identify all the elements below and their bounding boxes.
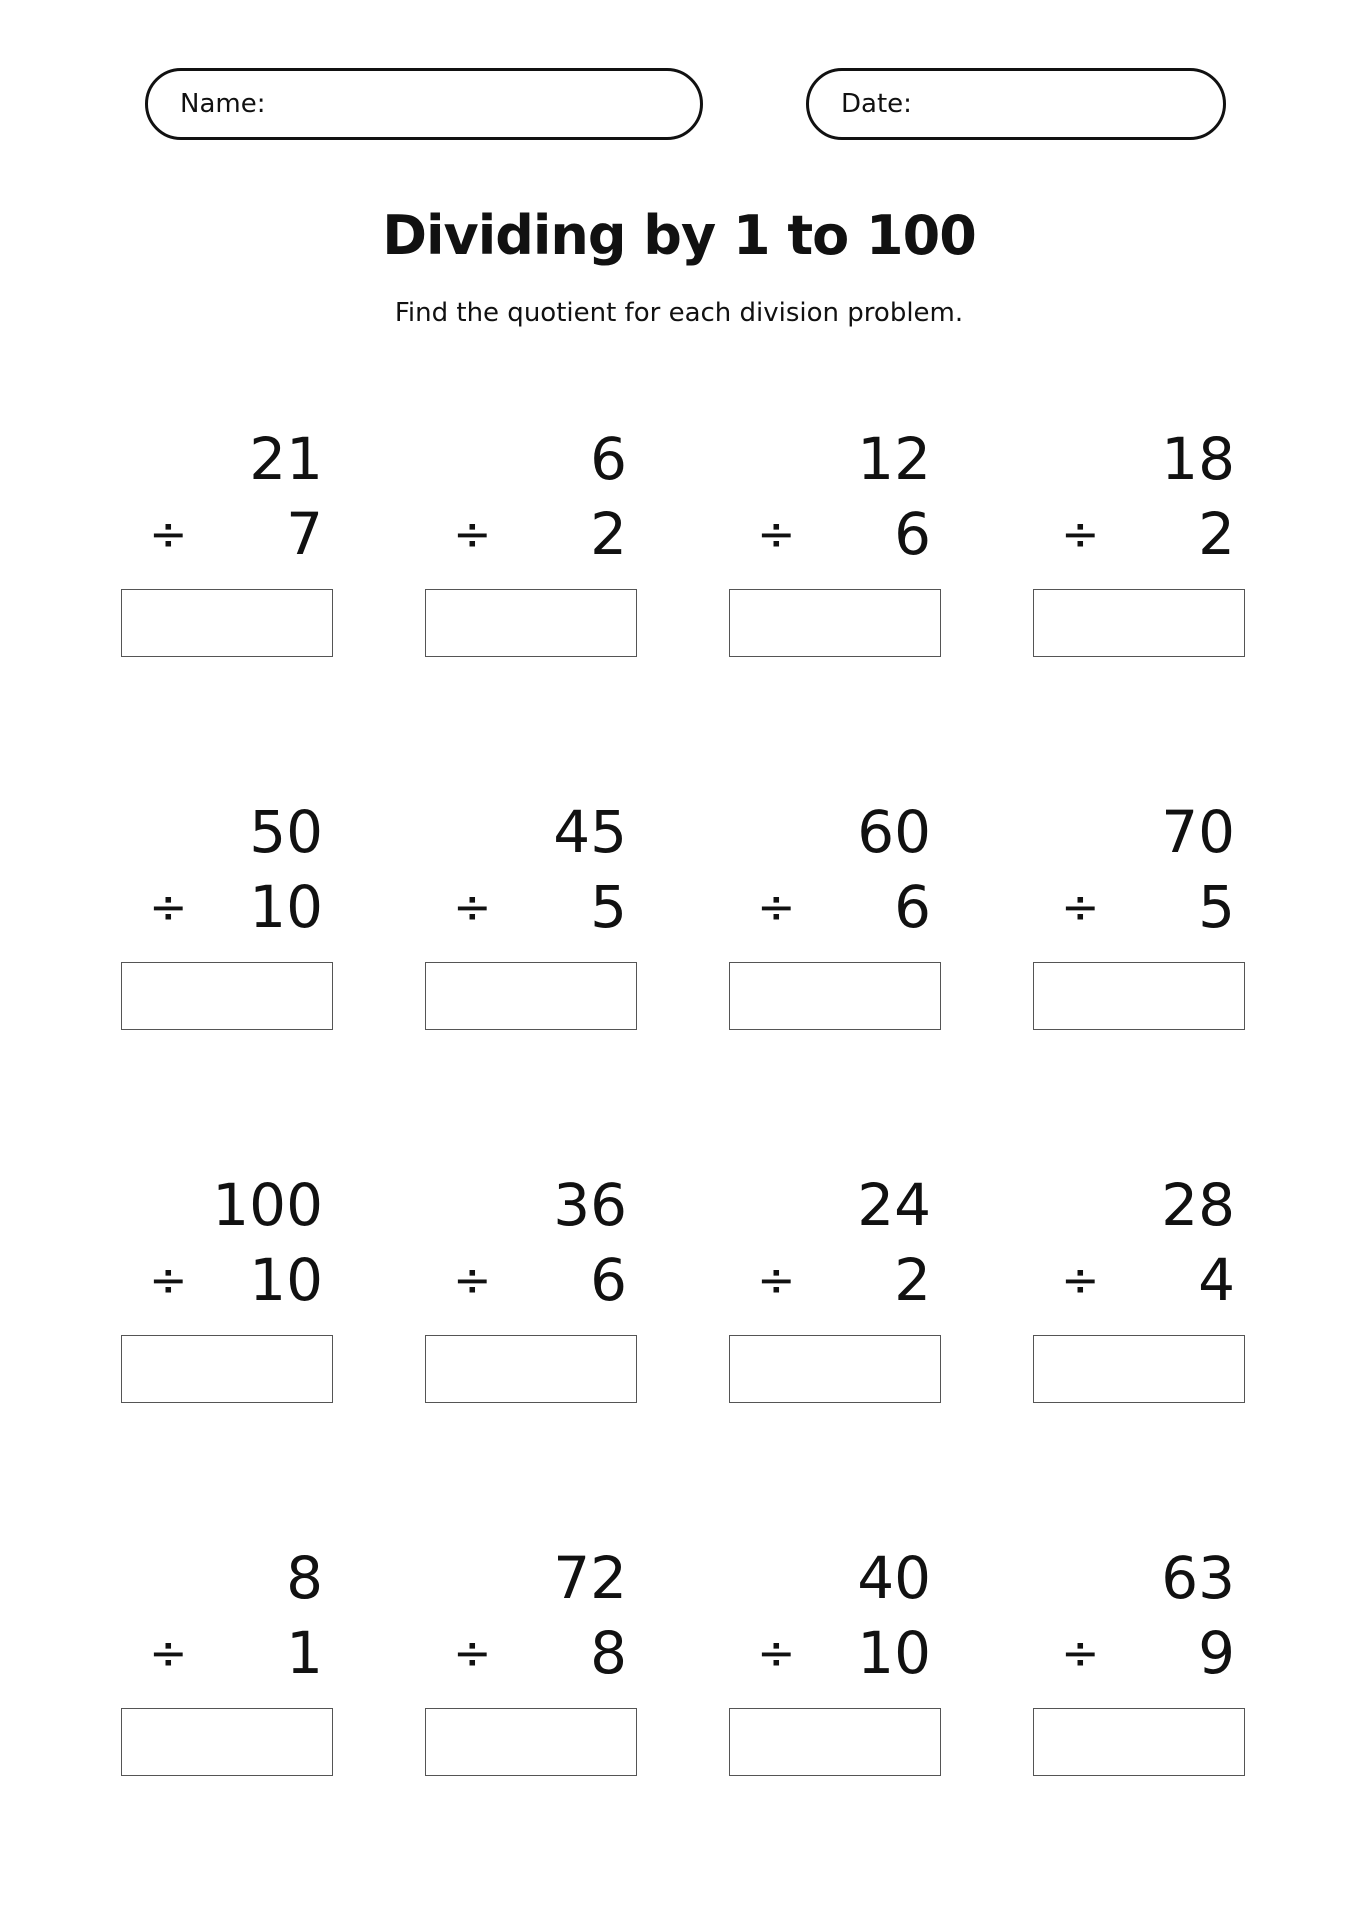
divisor: 10 xyxy=(857,1619,931,1687)
divisor: 4 xyxy=(1198,1246,1235,1314)
answer-box[interactable] xyxy=(425,1708,637,1776)
division-problem xyxy=(121,424,361,684)
date-label: Date: xyxy=(841,89,912,119)
dividend: 12 xyxy=(857,425,931,493)
division-sign-icon: ÷ xyxy=(149,1253,188,1307)
division-problem xyxy=(1033,1170,1273,1430)
answer-box[interactable] xyxy=(729,1708,941,1776)
name-label: Name: xyxy=(180,89,266,119)
answer-box[interactable] xyxy=(1033,1335,1245,1403)
division-problem xyxy=(729,424,969,684)
answer-box[interactable] xyxy=(121,1708,333,1776)
divisor: 2 xyxy=(894,1246,931,1314)
division-problem xyxy=(425,1543,665,1803)
dividend: 100 xyxy=(212,1171,323,1239)
division-sign-icon: ÷ xyxy=(757,507,796,561)
division-sign-icon: ÷ xyxy=(1061,1626,1100,1680)
answer-box[interactable] xyxy=(121,589,333,657)
dividend: 8 xyxy=(286,1544,323,1612)
divisor-row xyxy=(149,872,323,942)
division-problem xyxy=(121,1170,361,1430)
division-problem xyxy=(121,797,361,1057)
dividend: 60 xyxy=(857,798,931,866)
answer-box[interactable] xyxy=(1033,1708,1245,1776)
dividend: 21 xyxy=(249,425,323,493)
answer-box[interactable] xyxy=(729,1335,941,1403)
divisor: 6 xyxy=(894,500,931,568)
answer-box[interactable] xyxy=(729,589,941,657)
dividend: 63 xyxy=(1161,1544,1235,1612)
dividend: 24 xyxy=(857,1171,931,1239)
dividend: 45 xyxy=(553,798,627,866)
division-problem xyxy=(425,424,665,684)
divisor-row xyxy=(757,872,931,942)
division-sign-icon: ÷ xyxy=(1061,1253,1100,1307)
divisor-row xyxy=(149,1245,323,1315)
dividend: 6 xyxy=(590,425,627,493)
division-sign-icon: ÷ xyxy=(453,1253,492,1307)
division-problem xyxy=(425,1170,665,1430)
division-problem xyxy=(121,1543,361,1803)
dividend: 72 xyxy=(553,1544,627,1612)
division-problem xyxy=(425,797,665,1057)
division-problem xyxy=(1033,1543,1273,1803)
divisor-row xyxy=(453,1245,627,1315)
divisor-row xyxy=(1061,499,1235,569)
division-problem xyxy=(729,1543,969,1803)
division-sign-icon: ÷ xyxy=(453,1626,492,1680)
divisor: 10 xyxy=(249,873,323,941)
answer-box[interactable] xyxy=(425,1335,637,1403)
division-sign-icon: ÷ xyxy=(149,507,188,561)
divisor: 5 xyxy=(590,873,627,941)
answer-box[interactable] xyxy=(1033,589,1245,657)
division-sign-icon: ÷ xyxy=(757,880,796,934)
divisor-row xyxy=(1061,1245,1235,1315)
answer-box[interactable] xyxy=(121,1335,333,1403)
division-sign-icon: ÷ xyxy=(453,507,492,561)
divisor: 5 xyxy=(1198,873,1235,941)
division-problem xyxy=(729,797,969,1057)
divisor: 9 xyxy=(1198,1619,1235,1687)
divisor: 2 xyxy=(590,500,627,568)
instructions-text: Find the quotient for each division problem. xyxy=(394,298,964,328)
dividend: 50 xyxy=(249,798,323,866)
division-sign-icon: ÷ xyxy=(757,1626,796,1680)
answer-box[interactable] xyxy=(1033,962,1245,1030)
divisor-row xyxy=(149,499,323,569)
dividend: 40 xyxy=(857,1544,931,1612)
divisor: 1 xyxy=(286,1619,323,1687)
answer-box[interactable] xyxy=(425,589,637,657)
division-sign-icon: ÷ xyxy=(757,1253,796,1307)
divisor-row xyxy=(757,1245,931,1315)
divisor-row xyxy=(1061,872,1235,942)
divisor-row xyxy=(453,1618,627,1688)
dividend: 28 xyxy=(1161,1171,1235,1239)
divisor-row xyxy=(757,499,931,569)
divisor: 7 xyxy=(286,500,323,568)
dividend: 36 xyxy=(553,1171,627,1239)
division-sign-icon: ÷ xyxy=(149,1626,188,1680)
divisor-row xyxy=(149,1618,323,1688)
dividend: 70 xyxy=(1161,798,1235,866)
answer-box[interactable] xyxy=(425,962,637,1030)
division-sign-icon: ÷ xyxy=(1061,880,1100,934)
divisor: 2 xyxy=(1198,500,1235,568)
divisor: 8 xyxy=(590,1619,627,1687)
divisor-row xyxy=(1061,1618,1235,1688)
divisor-row xyxy=(453,499,627,569)
divisor: 6 xyxy=(894,873,931,941)
answer-box[interactable] xyxy=(729,962,941,1030)
division-problem xyxy=(729,1170,969,1430)
divisor-row xyxy=(453,872,627,942)
division-problem xyxy=(1033,424,1273,684)
division-sign-icon: ÷ xyxy=(1061,507,1100,561)
dividend: 18 xyxy=(1161,425,1235,493)
divisor-row xyxy=(757,1618,931,1688)
page-title: Dividing by 1 to 100 xyxy=(382,204,976,267)
divisor: 6 xyxy=(590,1246,627,1314)
divisor: 10 xyxy=(249,1246,323,1314)
division-problem xyxy=(1033,797,1273,1057)
answer-box[interactable] xyxy=(121,962,333,1030)
division-sign-icon: ÷ xyxy=(149,880,188,934)
division-sign-icon: ÷ xyxy=(453,880,492,934)
